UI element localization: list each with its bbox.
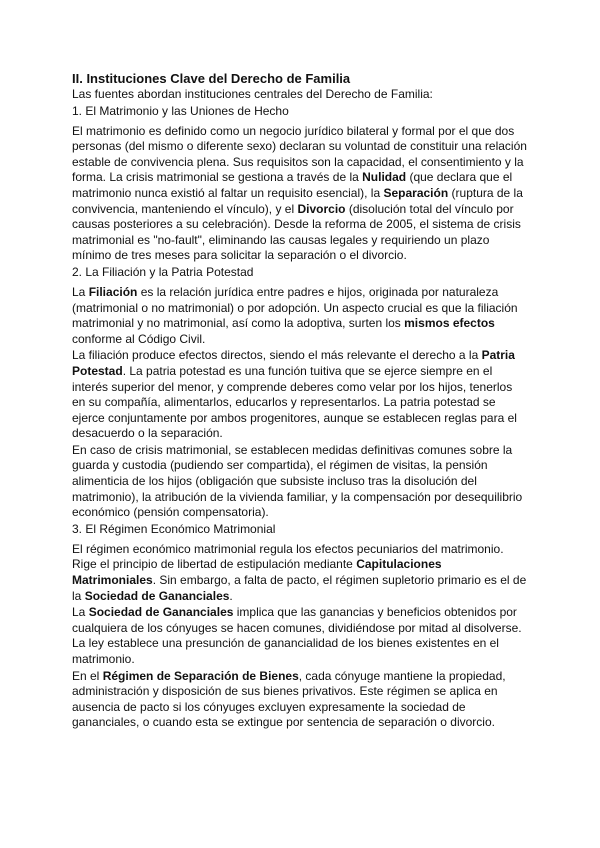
intro-text: Las fuentes abordan instituciones centrales del Derecho de Familia: (72, 87, 433, 101)
bold-term: Sociedad de Gananciales (84, 588, 230, 603)
subsections (72, 103, 528, 731)
subsection-heading: 3. El Régimen Económico Matrimonial (72, 521, 276, 536)
body-paragraph: La filiación produce efectos directos, siendo el más relevante el derecho a la Patria Potestad. La patria potestad es una función tuitiva que se ejerce siempre en el interés superior del menor, y comprende deberes como velar por los hijos, tenerlos en su compañía, alimentarlos, educarlos y representarlos. La patria potestad se ejerce conjuntamente por ambos progenitores, aunque se establecen reglas para el desacuerdo o la separación. (72, 348, 517, 441)
body-paragraph: El régimen económico matrimonial regula los efectos pecuniarios del matrimonio. Rige el principio de libertad de estipulación mediante Capitulaciones Matrimoniales. Sin embargo, a falta de pacto, el régimen supletorio primario es el de la Sociedad de Gananciales. (72, 541, 527, 603)
body-paragraph: La Filiación es la relación jurídica entre padres e hijos, originada por naturaleza (matrimonial o no matrimonial) o por adopción. Un aspecto crucial es que la filiación matrimonial y no matrimonial, así como la adoptiva, surten los mismos efectos conforme al Código Civil. (72, 284, 518, 346)
bold-term: Capitulaciones Matrimoniales (72, 557, 442, 588)
document-page (72, 71, 528, 731)
subsection-heading: 1. El Matrimonio y las Uniones de Hecho (72, 103, 289, 118)
bold-term: Divorcio (297, 201, 346, 216)
section-title: II. Instituciones Clave del Derecho de Familia (72, 71, 351, 86)
bold-term: Separación (383, 185, 449, 200)
bold-term: Nulidad (362, 170, 407, 185)
body-paragraph: La Sociedad de Gananciales implica que las ganancias y beneficios obtenidos por cualquiera de los cónyuges se hacen comunes, dividiéndose por mitad al disolverse. La ley establece una presunción de ganancialidad de los bienes existentes en el matrimonio. (72, 605, 522, 666)
bold-term: mismos efectos (404, 316, 495, 331)
bold-term: Régimen de Separación de Bienes (102, 668, 299, 683)
body-paragraph: El matrimonio es definido como un negocio jurídico bilateral y formal por el que dos personas (del mismo o diferente sexo) declaran su voluntad de constituir una relación estable de convivencia plena. Sus requisitos son la capacidad, el consentimiento y la forma. La crisis matrimonial se gestiona a través de la Nulidad (que declara que el matrimonio nunca existió al faltar un requisito esencial), la Separación (ruptura de la convivencia, manteniendo el vínculo), y el Divorcio (disolución total del vínculo por causas posteriores a su celebración). Desde la reforma de 2005, el sistema de crisis matrimonial es "no-fault", eliminando las causas legales y requiriendo un plazo mínimo de tres meses para solicitar la separación o el divorcio. (72, 123, 527, 263)
bold-term: Filiación (88, 284, 138, 299)
body-paragraph: En el Régimen de Separación de Bienes, cada cónyuge mantiene la propiedad, administración y disposición de sus bienes privativos. Este régimen se aplica en ausencia de pacto si los cónyuges excluyen expresamente la sociedad de gananciales, o cuando esta se extingue por sentencia de separación o divorcio. (72, 668, 506, 730)
subsection-heading: 2. La Filiación y la Patria Potestad (72, 264, 254, 279)
body-paragraph: En caso de crisis matrimonial, se establecen medidas definitivas comunes sobre la guarda y custodia (pudiendo ser compartida), el régimen de visitas, la pensión alimenticia de los hijos (obligación que subsiste incluso tras la disolución del matrimonio), la atribución de la vivienda familiar, y la compensación por desequilibrio económico (pensión compensatoria). (72, 442, 523, 520)
bold-term: Patria Potestad (72, 348, 515, 378)
bold-term: Sociedad de Gananciales (88, 605, 234, 620)
